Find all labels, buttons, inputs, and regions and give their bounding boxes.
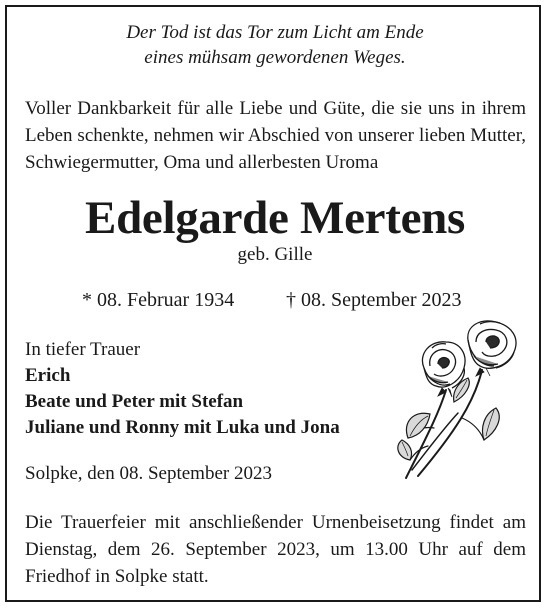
poem-line-2: eines mühsam gewordenen Weges.: [144, 47, 406, 68]
funeral-line-3: dem Friedhof in Solpke statt.: [25, 539, 527, 587]
mourner-name: Erich: [25, 365, 71, 386]
intro-line-1: Voller Dankbarkeit für alle Liebe und Güte, die sie uns in: [25, 98, 476, 119]
birth-date: * 08. Februar 1934: [82, 289, 235, 311]
funeral-line-1: Die Trauerfeier mit anschließender Urnenbeisetzung findet: [25, 512, 494, 533]
maiden-name: geb. Gille: [237, 244, 313, 265]
roses-illustration: [384, 318, 524, 483]
deceased-name: Edelgarde Mertens: [85, 192, 465, 244]
mourners-block: [25, 337, 340, 441]
poem-quote: [0, 20, 550, 70]
funeral-line-2: am Dienstag, dem 26. September 2023, um 13.00 Uhr auf: [25, 512, 526, 560]
mourner-name: Juliane und Ronny mit Luka und Jona: [25, 417, 340, 438]
intro-line-2: ihrem Leben schenkte, nehmen wir Abschied von unserer: [25, 98, 527, 146]
intro-line-3: lieben Mutter, Schwiegermutter, Oma und allerbesten Uroma: [25, 125, 527, 173]
mourner-name: Beate und Peter mit Stefan: [25, 391, 244, 412]
intro-paragraph: [25, 95, 526, 176]
funeral-info: [25, 509, 526, 590]
mourners-heading: In tiefer Trauer: [25, 339, 141, 360]
death-date: † 08. September 2023: [286, 289, 462, 311]
poem-line-1: Der Tod ist das Tor zum Licht am Ende: [126, 22, 424, 43]
place-and-date: Solpke, den 08. September 2023: [25, 463, 272, 484]
